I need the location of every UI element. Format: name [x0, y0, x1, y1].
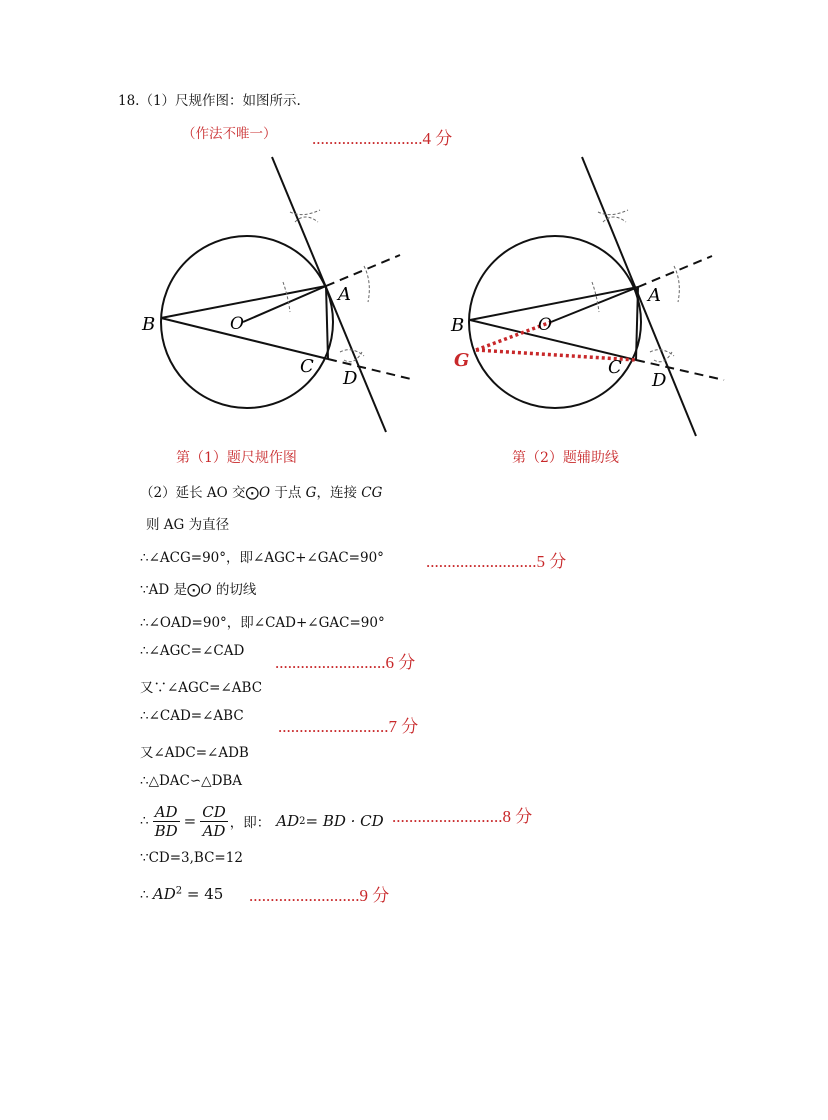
therefore-symbol: ∴: [140, 813, 149, 829]
ray-oa-extension: [326, 255, 400, 286]
ray-oa-extension: [638, 256, 712, 287]
segment-ac: [326, 286, 328, 359]
ray-bc-extension: [636, 360, 724, 380]
solution-line-5: ∴∠OAD=90°，即∠CAD+∠GAC=90°: [140, 615, 385, 631]
score-8: ..........................8 分: [392, 807, 533, 826]
label-c: C: [608, 357, 622, 378]
fraction-cd-ad: [200, 803, 228, 840]
text: 于点: [270, 485, 306, 501]
score-9: ..........................9 分: [249, 886, 390, 905]
solution-line-13: [140, 885, 223, 903]
figure-1-caption: 第（1）题尺规作图: [176, 450, 297, 466]
solution-line-9: 又∠ADC=∠ADB: [140, 745, 249, 761]
solution-line-1: [140, 481, 382, 501]
exponent: 2: [175, 885, 183, 897]
label-b: B: [451, 315, 465, 336]
figure-1: [130, 150, 430, 440]
segment-oa: [551, 287, 638, 322]
segment-ba: [470, 287, 638, 320]
solution-line-8: ∴∠CAD=∠ABC: [140, 708, 244, 724]
problem-header: 18.（1）尺规作图：如图所示.: [118, 93, 301, 109]
solution-line-2: 则 AG 为直径: [146, 517, 230, 533]
segment-cg: CG: [361, 485, 383, 501]
exponent: 2: [299, 815, 306, 827]
text: ，即：: [229, 815, 271, 831]
rhs: = 45: [182, 885, 224, 903]
circle-symbol: ⨀: [245, 485, 259, 501]
label-a: A: [648, 285, 661, 306]
text: ，连接: [316, 485, 362, 501]
label-g: G: [454, 350, 470, 371]
problem-note: （作法不唯一）: [182, 126, 277, 142]
score-4: ..........................4 分: [312, 129, 453, 148]
label-d: D: [652, 370, 667, 391]
circle-o: [161, 236, 333, 408]
point-g: G: [305, 485, 317, 501]
denominator: AD: [202, 821, 226, 840]
label-o: O: [538, 315, 552, 335]
score-7: ..........................7 分: [278, 717, 419, 736]
construction-arc: [592, 282, 599, 312]
solution-line-7: 又∵∠AGC=∠ABC: [140, 680, 263, 696]
fraction-ad-bd: [153, 803, 180, 840]
therefore-symbol: ∴: [140, 887, 153, 903]
point-o: O: [259, 485, 271, 501]
label-a: A: [338, 284, 351, 305]
rhs: = BD · CD: [305, 812, 384, 830]
segment-bc: [470, 320, 636, 360]
label-o: O: [230, 314, 244, 334]
figure-2-caption: 第（2）题辅助线: [512, 450, 619, 466]
segment-ac: [636, 287, 638, 360]
text: ∵AD 是: [140, 582, 187, 598]
label-d: D: [343, 368, 358, 389]
lhs: AD: [152, 885, 176, 903]
solution-line-11: [140, 799, 384, 843]
label-c: C: [300, 356, 314, 377]
solution-line-3: ∴∠ACG=90°，即∠AGC+∠GAC=90°: [140, 550, 384, 566]
score-6: ..........................6 分: [275, 653, 416, 672]
solution-line-6: ∴∠AGC=∠CAD: [140, 643, 245, 659]
ray-bc-extension: [328, 359, 415, 380]
numerator: AD: [153, 803, 180, 822]
solution-line-10: ∴△DAC∽△DBA: [140, 773, 243, 789]
numerator: CD: [202, 802, 226, 821]
label-b: B: [142, 314, 156, 335]
text: （2）延长 AO 交: [140, 485, 246, 501]
circle-o: [469, 236, 641, 408]
point-o: O: [200, 582, 212, 598]
segment-bc: [161, 318, 328, 359]
construction-arc: [674, 266, 679, 302]
text: 的切线: [211, 582, 257, 598]
circle-symbol: ⨀: [186, 582, 201, 598]
segment-oa: [243, 286, 326, 322]
construction-arc: [283, 282, 290, 312]
figure-2: [440, 150, 740, 440]
equals-sign: =: [183, 812, 197, 830]
score-5: ..........................5 分: [426, 552, 567, 571]
denominator: BD: [154, 821, 178, 840]
solution-line-12: ∵CD=3,BC=12: [140, 850, 243, 866]
solution-line-4: [140, 578, 256, 598]
lhs: AD: [276, 812, 300, 830]
tangent-line: [272, 157, 386, 432]
construction-arc: [364, 266, 369, 302]
construction-arc: [598, 210, 628, 215]
